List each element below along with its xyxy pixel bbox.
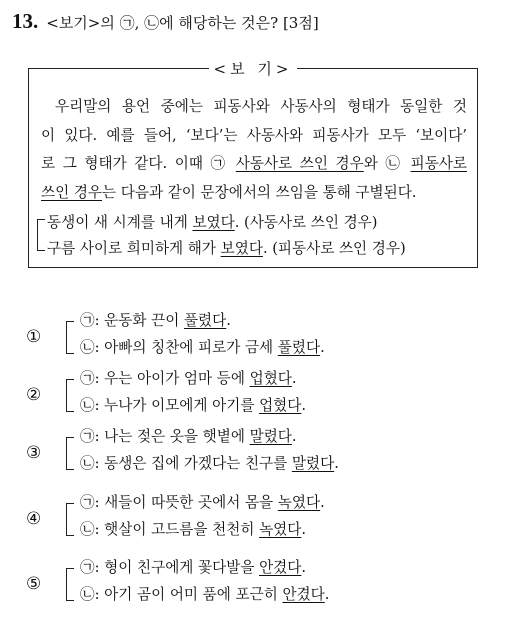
option-line-b: ㉡: 누나가 이모에게 아기를 업혔다. xyxy=(80,397,306,414)
option-4[interactable] xyxy=(0,494,505,547)
bogi-paragraph xyxy=(41,93,467,207)
passive-phrase-start: 피동사로 xyxy=(410,155,467,172)
option-2[interactable] xyxy=(0,370,505,423)
option-line-a: ㉠: 우는 아이가 엄마 등에 업혔다. xyxy=(80,370,297,387)
option-bracket xyxy=(66,379,74,412)
option-line-b: ㉡: 햇살이 고드름을 천천히 녹였다. xyxy=(80,521,306,538)
option-line-a: ㉠: 새들이 따뜻한 곳에서 몸을 녹였다. xyxy=(80,494,325,511)
option-number: ② xyxy=(26,385,42,405)
option-number: ⑤ xyxy=(26,574,42,594)
question-text: <보기>의 ㉠, ㉡에 해당하는 것은? [3점] xyxy=(46,14,319,32)
bogi-line: 이 있다. 예를 들어, ‘보다’는 사동사와 피동사가 모두 ‘보이다’ xyxy=(41,126,467,144)
example-passive: 구름 사이로 희미하게 해가 보였다. (피동사로 쓰인 경우) xyxy=(47,240,406,257)
bogi-line: 우리말의 용언 중에는 피동사와 사동사의 형태가 동일한 것 xyxy=(55,98,467,115)
question-number: 13. xyxy=(12,9,39,33)
causative-phrase: 사동사로 쓰인 경우 xyxy=(235,155,364,172)
bogi-line: 로 그 형태가 같다. 이때 ㉠ 사동사로 쓰인 경우와 ㉡ 피동사로 xyxy=(41,155,467,172)
bogi-label: <보 기> xyxy=(29,58,477,79)
option-5[interactable] xyxy=(0,559,505,612)
option-bracket xyxy=(66,568,74,601)
option-bracket xyxy=(66,503,74,536)
option-bracket xyxy=(66,321,74,354)
option-3[interactable] xyxy=(0,428,505,481)
option-number: ③ xyxy=(26,443,42,463)
example-bracket xyxy=(37,219,45,251)
option-line-a: ㉠: 운동화 끈이 풀렸다. xyxy=(80,312,231,329)
bogi-line: 쓰인 경우는 다음과 같이 문장에서의 쓰임을 통해 구별된다. xyxy=(41,183,417,201)
question-header xyxy=(12,9,319,34)
option-line-b: ㉡: 아기 곰이 어미 품에 포근히 안겼다. xyxy=(80,586,330,603)
option-1[interactable] xyxy=(0,312,505,365)
option-number: ④ xyxy=(26,509,42,529)
option-line-a: ㉠: 형이 친구에게 꽃다발을 안겼다. xyxy=(80,559,306,576)
option-line-b: ㉡: 동생은 집에 가겠다는 친구를 말렸다. xyxy=(80,455,339,472)
option-bracket xyxy=(66,437,74,470)
passive-phrase-end: 쓰인 경우 xyxy=(41,183,103,201)
example-causative: 동생이 새 시계를 내게 보였다. (사동사로 쓰인 경우) xyxy=(47,214,378,231)
bogi-box xyxy=(28,60,478,268)
option-line-a: ㉠: 나는 젖은 옷을 햇볕에 말렸다. xyxy=(80,428,297,445)
option-line-b: ㉡: 아빠의 칭찬에 피로가 금세 풀렸다. xyxy=(80,339,325,356)
option-number: ① xyxy=(26,327,42,347)
